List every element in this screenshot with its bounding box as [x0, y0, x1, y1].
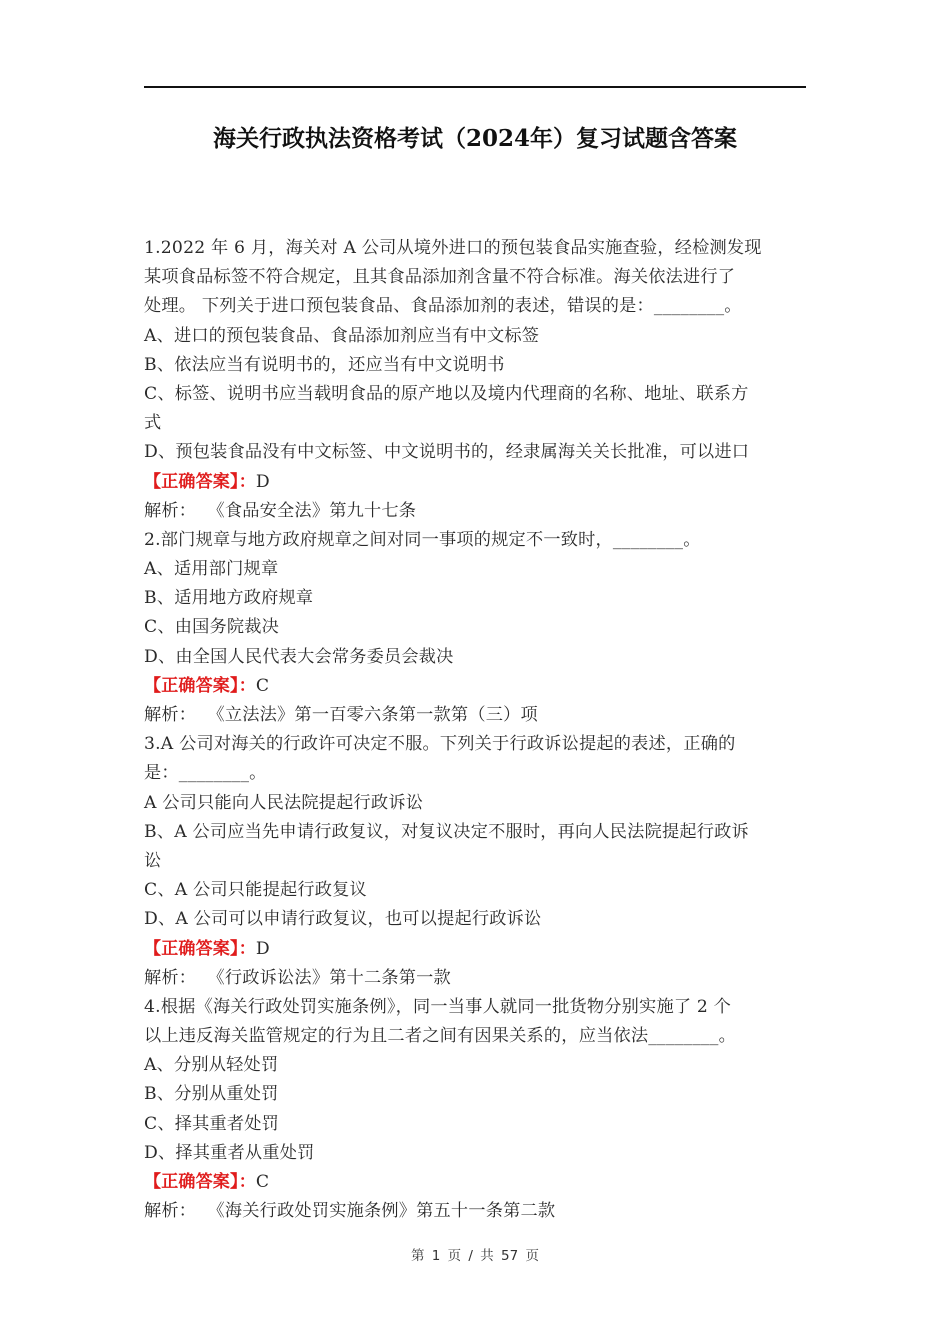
analysis: [144, 964, 808, 993]
option-a: A 公司只能向人民法院提起行政诉讼: [144, 792, 424, 813]
answer-label: 【正确答案】：: [144, 675, 256, 696]
answer-label: 【正确答案】：: [144, 471, 256, 492]
option-d: D、择其重者从重处罚: [144, 1142, 315, 1163]
analysis-text: 《行政诉讼法》第十二条第一款: [196, 967, 451, 988]
analysis-text: 《立法法》第一百零六条第一款第（三）项: [196, 705, 538, 725]
header-rule: [144, 86, 806, 88]
option-b: B、A 公司应当先申请行政复议，对复议决定不服时，再向人民法院提起行政诉: [144, 821, 749, 842]
question-list: [144, 234, 808, 1226]
correct-answer: [144, 468, 808, 497]
option-a: A、进口的预包装食品、食品添加剂应当有中文标签: [144, 325, 540, 346]
answer-label: 【正确答案】：: [144, 1172, 256, 1192]
option-c: C、标签、说明书应当载明食品的原产地以及境内代理商的名称、地址、联系方: [144, 383, 749, 404]
answer-value: D: [255, 938, 270, 959]
option-a: A、分别从轻处罚: [144, 1055, 279, 1076]
question-stem: 4.根据《海关行政处罚实施条例》，同一当事人就同一批货物分别实施了 2 个: [144, 996, 732, 1017]
question-stem: 处理。 下列关于进口预包装食品、食品添加剂的表述，错误的是：________。: [144, 296, 742, 317]
correct-answer: [144, 1168, 808, 1197]
analysis-label: 解析：: [144, 500, 197, 521]
option-d: D、预包装食品没有中文标签、中文说明书的，经隶属海关关长批准，可以进口: [144, 442, 750, 463]
analysis-text: 《食品安全法》第九十七条: [196, 500, 417, 521]
question-stem: 2.部门规章与地方政府规章之间对同一事项的规定不一致时，________。: [144, 529, 701, 550]
page-number: 第 1 页 / 共 57 页: [410, 1248, 540, 1264]
analysis: [144, 497, 808, 526]
option-b: B、依法应当有说明书的，还应当有中文说明书: [144, 354, 505, 375]
option-d: D、由全国人民代表大会常务委员会裁决: [144, 646, 454, 667]
question-stem: 以上违反海关监管规定的行为且二者之间有因果关系的，应当依法________。: [144, 1026, 736, 1047]
option-b: B、分别从重处罚: [144, 1084, 279, 1105]
question-4: [144, 993, 808, 1227]
option-b-continued: 讼: [144, 850, 162, 871]
option-d: D、A 公司可以申请行政复议，也可以提起行政诉讼: [144, 909, 542, 930]
analysis-label: 解析：: [144, 967, 197, 988]
question-2: [144, 526, 808, 730]
analysis-label: 解析：: [144, 705, 197, 725]
option-c-continued: 式: [144, 413, 162, 434]
analysis: [144, 1197, 808, 1226]
question-1: [144, 234, 808, 526]
option-b: B、适用地方政府规章: [144, 588, 314, 609]
answer-label: 【正确答案】：: [144, 938, 256, 959]
option-c: C、由国务院裁决: [144, 617, 280, 638]
analysis-text: 《海关行政处罚实施条例》第五十一条第二款: [196, 1201, 556, 1222]
analysis-label: 解析：: [144, 1201, 197, 1222]
question-stem: 3.A 公司对海关的行政许可决定不服。下列关于行政诉讼提起的表述，正确的: [144, 734, 736, 755]
option-a: A、适用部门规章: [144, 559, 279, 580]
question-stem: 某项食品标签不符合规定，且其食品添加剂含量不符合标准。海关依法进行了: [144, 267, 736, 288]
correct-answer: [144, 672, 808, 701]
question-stem: 是：________。: [144, 763, 267, 784]
analysis: [144, 701, 808, 730]
answer-value: C: [255, 675, 270, 696]
option-c: C、A 公司只能提起行政复议: [144, 880, 367, 901]
option-c: C、择其重者处罚: [144, 1113, 280, 1134]
question-stem: 1.2022 年 6 月，海关对 A 公司从境外进口的预包装食品实施查验，经检测发现: [144, 238, 762, 258]
correct-answer: [144, 935, 808, 964]
question-3: [144, 730, 808, 993]
answer-value: C: [255, 1172, 270, 1192]
document-title: 海关行政执法资格考试（2024年）复习试题含答案: [212, 125, 737, 152]
answer-value: D: [255, 471, 270, 492]
